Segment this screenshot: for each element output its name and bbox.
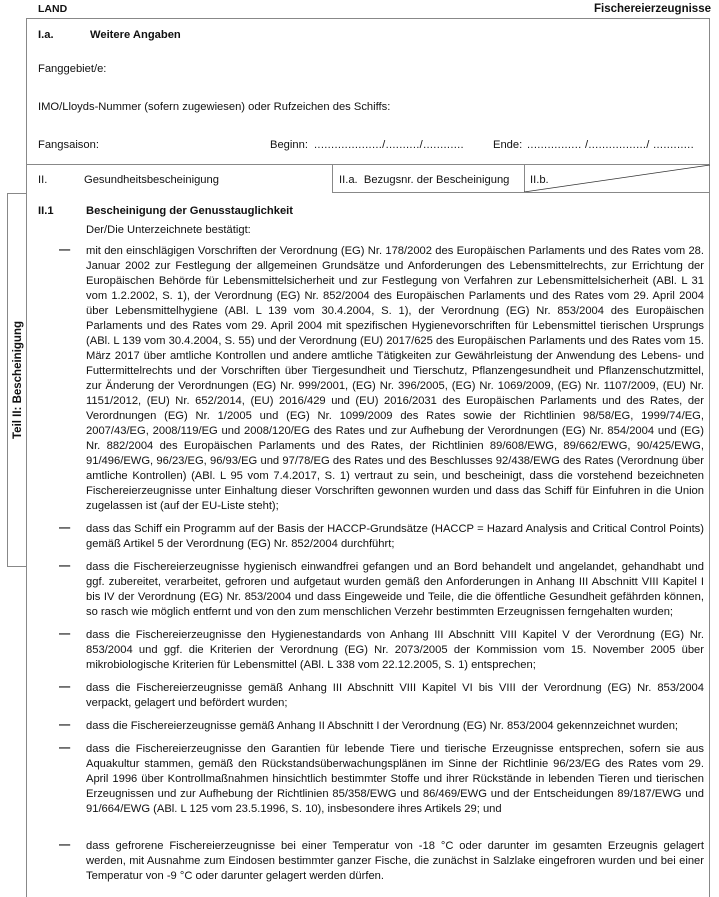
dash-bullet: — bbox=[59, 522, 71, 534]
statement-text: dass die Fischereierzeugnisse gemäß Anhang III Abschnitt VIII Kapitel VI bis VIII der Verordnung (EG) Nr. 853/2004 verpackt, gelagert und befördert wurden; bbox=[86, 682, 704, 709]
dash-bullet: — bbox=[59, 244, 71, 256]
statement-text: mit den einschlägigen Vorschriften der Verordnung (EG) Nr. 178/2002 des Europäischen Parlaments und des Rates vom 28. Januar 2002 zur Festlegung der allgemeinen Grundsätze und Anforderungen des Lebensmittelrechts, zur Errichtung der Europäischen Behörde für Lebensmittelsicherheit und zur Festlegung von Verfahren zur Lebensmittelsicherheit (ABl. L 31 vom 1.2.2002, S. 1), der Verordnung (EG) Nr. 852/2004 des Europäischen Parlaments und des Rates vom 29. April 2004 über Lebensmittelhygiene (ABl. L 139 vom 30.4.2004, S. 1), der Verordnung (EG) Nr. 853/2004 des Europäischen Parlaments und des Rates vom 29. April 2004 mit spezifischen Hygienevorschriften für Lebensmittel tierischen Ursprungs (ABl. L 139 vom 30.4.2004, S. 55) und der Verordnung (EU) 2017/625 des Europäischen Parlaments und des Rates vom 15. März 2017 über amtliche Kontrollen und andere amtliche Tätigkeiten zur Gewährleistung der Anwendung des Lebens- und Futtermittelrechts und der Vorschriften über Tiergesundheit und Tierschutz, Pflanzengesundheit und Pflanzenschutzmittel, zur Änderung der Verordnungen (EG) Nr. 999/2001, (EG) Nr. 396/2005, (EG) Nr. 1069/2009, (EG) Nr. 1107/2009, (EU) Nr. 1151/2012, (EU) Nr. 652/2014, (EU) 2016/429 und (EU) 2016/2031 des Europäischen Parlaments und des Rates, der Verordnungen (EG) Nr. 1/2005 und (EG) Nr. 1099/2009 des Rates sowie der Richtlinien 98/58/EG, 1999/74/EG, 2007/43/EG, 2008/119/EG und 2008/120/EG des Rates und zur Aufhebung der Verordnungen (EG) Nr. 854/2004 und (EG) Nr. 882/2004 des Europäischen Parlaments und des Rates, der Richtlinien 89/608/EWG, 89/662/EWG, 90/425/EWG, 91/496/EWG, 96/23/EG, 96/93/EG und 97/78/EG des Rates und des Beschlusses 92/438/EWG des Rates (Verordnung über amtliche Kontrollen) (ABl. L 95 vom 7.4.2017, S. 1) vertraut zu sein, und bescheinigt, dass die vorstehend bezeichneten Fischereierzeugnisse unter Einhaltung dieser Vorschriften gewonnen wurden und dass das Schiff für Einfuhren in die Union zugelassen ist (auf der EU-Liste steht); bbox=[86, 245, 704, 512]
dash-bullet: — bbox=[59, 742, 71, 754]
statement-text: dass die Fischereierzeugnisse hygienisch einwandfrei gefangen und an Bord behandelt und angelandet, gehandhabt und ggf. zubereitet, verarbeitet, gefroren und aufgetaut wurden gemäß den Anforderungen in Anhang III Abschnitt VIII Kapitel I bis IV der Verordnung (EG) Nr. 853/2004 und dass Eingeweide und Teile, die die öffentliche Gesundheit gefährden können, so rasch wie möglich entfernt und von den zum menschlichen Verzehr bestimmten Erzeugnissen ferngehalten wurden; bbox=[86, 561, 704, 618]
dash-bullet: — bbox=[59, 628, 71, 640]
statement-item bbox=[59, 628, 704, 673]
iib-field[interactable]: II.b. bbox=[530, 174, 549, 186]
statement-item bbox=[59, 719, 704, 734]
season-end-label: Ende: bbox=[493, 139, 523, 151]
statement-item bbox=[59, 244, 704, 514]
side-tab-label: Teil II: Bescheinigung bbox=[11, 321, 24, 439]
dash-bullet: — bbox=[59, 839, 71, 851]
fishing-season-label: Fangsaison: bbox=[38, 139, 99, 151]
part-2-number: II. bbox=[38, 174, 48, 186]
part-2-side-tab bbox=[7, 193, 27, 567]
statement-item bbox=[59, 839, 704, 884]
section-2-1-intro: Der/Die Unterzeichnete bestätigt: bbox=[86, 224, 251, 236]
statement-text: dass das Schiff ein Programm auf der Basis der HACCP-Grundsätze (HACCP = Hazard Analysis and Critical Control Points) gemäß Artikel 5 der Verordnung (EG) Nr. 852/2004 durchführt; bbox=[86, 523, 704, 550]
statement-item bbox=[59, 742, 704, 817]
section-1a-title: Weitere Angaben bbox=[90, 29, 181, 41]
statement-text: dass die Fischereierzeugnisse den Hygienestandards von Anhang III Abschnitt VIII Kapitel V der Verordnung (EG) Nr. 853/2004 und ggf. die Kriterien der Verordnung (EG) Nr. 2073/2005 der Kommission vom 15. November 2005 über mikrobiologische Kriterien für Lebensmittel (ABl. L 338 vom 22.12.2005, S. 1) entsprechen; bbox=[86, 629, 704, 671]
season-begin-field[interactable]: ..................../........../............ bbox=[314, 139, 464, 151]
section-1a-number: I.a. bbox=[38, 29, 54, 41]
statement-item bbox=[59, 522, 704, 552]
statement-item bbox=[59, 560, 704, 620]
section-2-1-number: II.1 bbox=[38, 205, 54, 217]
dash-bullet: — bbox=[59, 560, 71, 572]
certification-statements bbox=[59, 244, 704, 892]
season-begin-label: Beginn: bbox=[270, 139, 308, 151]
iib-diagonal-line bbox=[524, 164, 710, 194]
product-category-label: Fischereierzeugnisse bbox=[594, 3, 711, 15]
dash-bullet: — bbox=[59, 719, 71, 731]
season-end-field[interactable]: ................ /................./ ............ bbox=[527, 139, 695, 151]
section-2-1-title: Bescheinigung der Genusstauglichkeit bbox=[86, 205, 294, 217]
statement-text: dass die Fischereierzeugnisse den Garantien für lebende Tiere und tierische Erzeugnisse entsprechen, sofern sie aus Aquakultur stammen, gemäß den Rückstandsüberwachungsplänen im Sinne der Richtlinie 96/23/EG des Rates vom 29. April 1996 über Kontrollmaßnahmen hinsichtlich bestimmter Stoffe und ihrer Rückstände in lebenden Tieren und tierischen Erzeugnissen und zur Aufhebung der Richtlinien 85/358/EWG und 86/469/EWG und der Entscheidungen 89/187/EWG und 91/664/EWG (ABl. L 125 vom 23.5.1996, S. 10), insbesondere ihres Artikels 29; und bbox=[86, 743, 704, 815]
imo-number-field[interactable]: IMO/Lloyds-Nummer (sofern zugewiesen) oder Rufzeichen des Schiffs: bbox=[38, 101, 391, 113]
statement-text: dass gefrorene Fischereierzeugnisse bei einer Temperatur von -18 °C oder darunter im gesamten Erzeugnis gelagert werden, mit Ausnahme zum Eindosen bestimmter ganzer Fische, die zunächst in Salzlake eingefroren wurden und bei einer Temperatur von -9 °C oder darunter gelagert werden dürfen. bbox=[86, 840, 704, 882]
country-label: LAND bbox=[38, 3, 68, 15]
reference-number-field[interactable]: II.a. Bezugsnr. der Bescheinigung bbox=[339, 174, 510, 186]
divider bbox=[332, 192, 710, 193]
dash-bullet: — bbox=[59, 681, 71, 693]
part-2-title: Gesundheitsbescheinigung bbox=[84, 174, 219, 186]
statement-text: dass die Fischereierzeugnisse gemäß Anhang II Abschnitt I der Verordnung (EG) Nr. 853/2004 gekennzeichnet wurden; bbox=[86, 720, 679, 732]
divider bbox=[332, 164, 333, 193]
fishing-area-field[interactable]: Fanggebiet/e: bbox=[38, 63, 107, 75]
statement-item bbox=[59, 681, 704, 711]
